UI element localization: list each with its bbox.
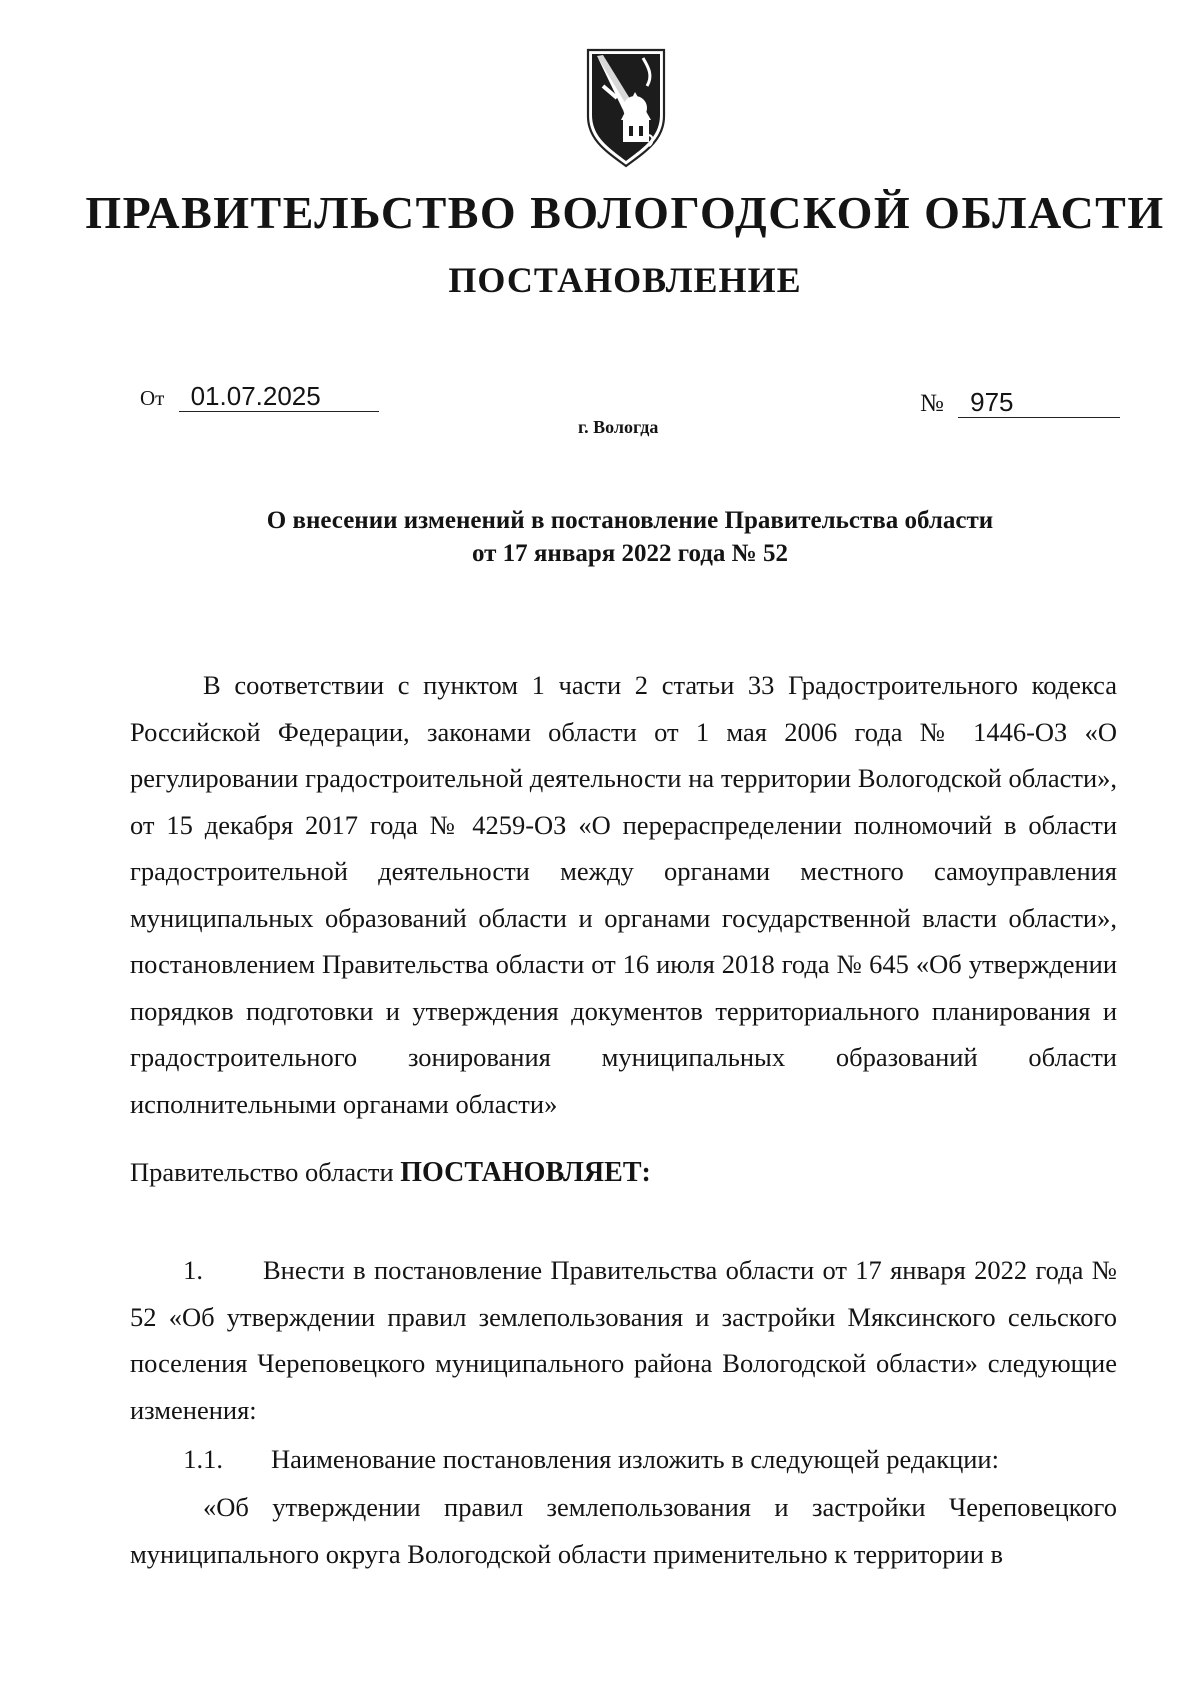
point-1-paragraph <box>130 1247 1117 1433</box>
document-number <box>920 387 1120 418</box>
document-subject <box>130 504 1130 570</box>
decree-word: ПОСТАНОВЛЯЕТ: <box>400 1157 651 1188</box>
subject-line-2: от 17 января 2022 года № 52 <box>471 540 789 567</box>
point-1-1-paragraph <box>130 1436 999 1483</box>
quote-paragraph <box>130 1484 1117 1577</box>
preamble-paragraph <box>130 662 1117 1127</box>
document-type: ПОСТАНОВЛЕНИЕ <box>448 260 802 300</box>
point-1-1-number: 1.1. <box>183 1444 223 1474</box>
document-date <box>140 381 379 412</box>
vologda-coat-of-arms-icon <box>583 46 669 168</box>
organization-title: ПРАВИТЕЛЬСТВО ВОЛОГОДСКОЙ ОБЛАСТИ <box>85 187 1165 238</box>
decree-prefix: Правительство области <box>130 1157 394 1187</box>
date-label: От <box>140 386 165 410</box>
subject-line-1: О внесении изменений в постановление Правительства области <box>266 507 994 534</box>
preamble-text: В соответствии с пунктом 1 части 2 статьи 33 Градостроительного кодекса Российской Федерации, законами области от 1 мая 2006 года № 1446-ОЗ «О регулировании градостроительной деятельности на территории Вологодской области», от 15 декабря 2017 года № 4259-ОЗ «О перераспределении полномочий в области градостроительной деятельности между органами местного самоуправления муниципальных образований области и органами государственной власти области», постановлением Правительства области от 16 июля 2018 года № 645 «Об утверждении порядков подготовки и утверждения документов территориального планирования и градостроительного зонирования муниципальных образований области исполнительными органами области» <box>130 670 1117 1119</box>
point-1-1-text: Наименование постановления изложить в следующей редакции: <box>271 1444 999 1474</box>
city-name: г. Вологда <box>578 417 659 437</box>
point-1-number: 1. <box>183 1255 203 1285</box>
number-value: 975 <box>958 387 1120 418</box>
quote-text: «Об утверждении правил землепользования и застройки Череповецкого муниципального округа Вологодской области применительно к территории в <box>130 1492 1117 1569</box>
number-label: № <box>920 390 944 417</box>
decree-line <box>130 1149 651 1197</box>
point-1-text: Внести в постановление Правительства области от 17 января 2022 года № 52 «Об утверждении правил землепользования и застройки Мяксинского сельского поселения Череповецкого муниципального района Вологодской области» следующие изменения: <box>130 1255 1117 1425</box>
date-value: 01.07.2025 <box>179 381 379 412</box>
